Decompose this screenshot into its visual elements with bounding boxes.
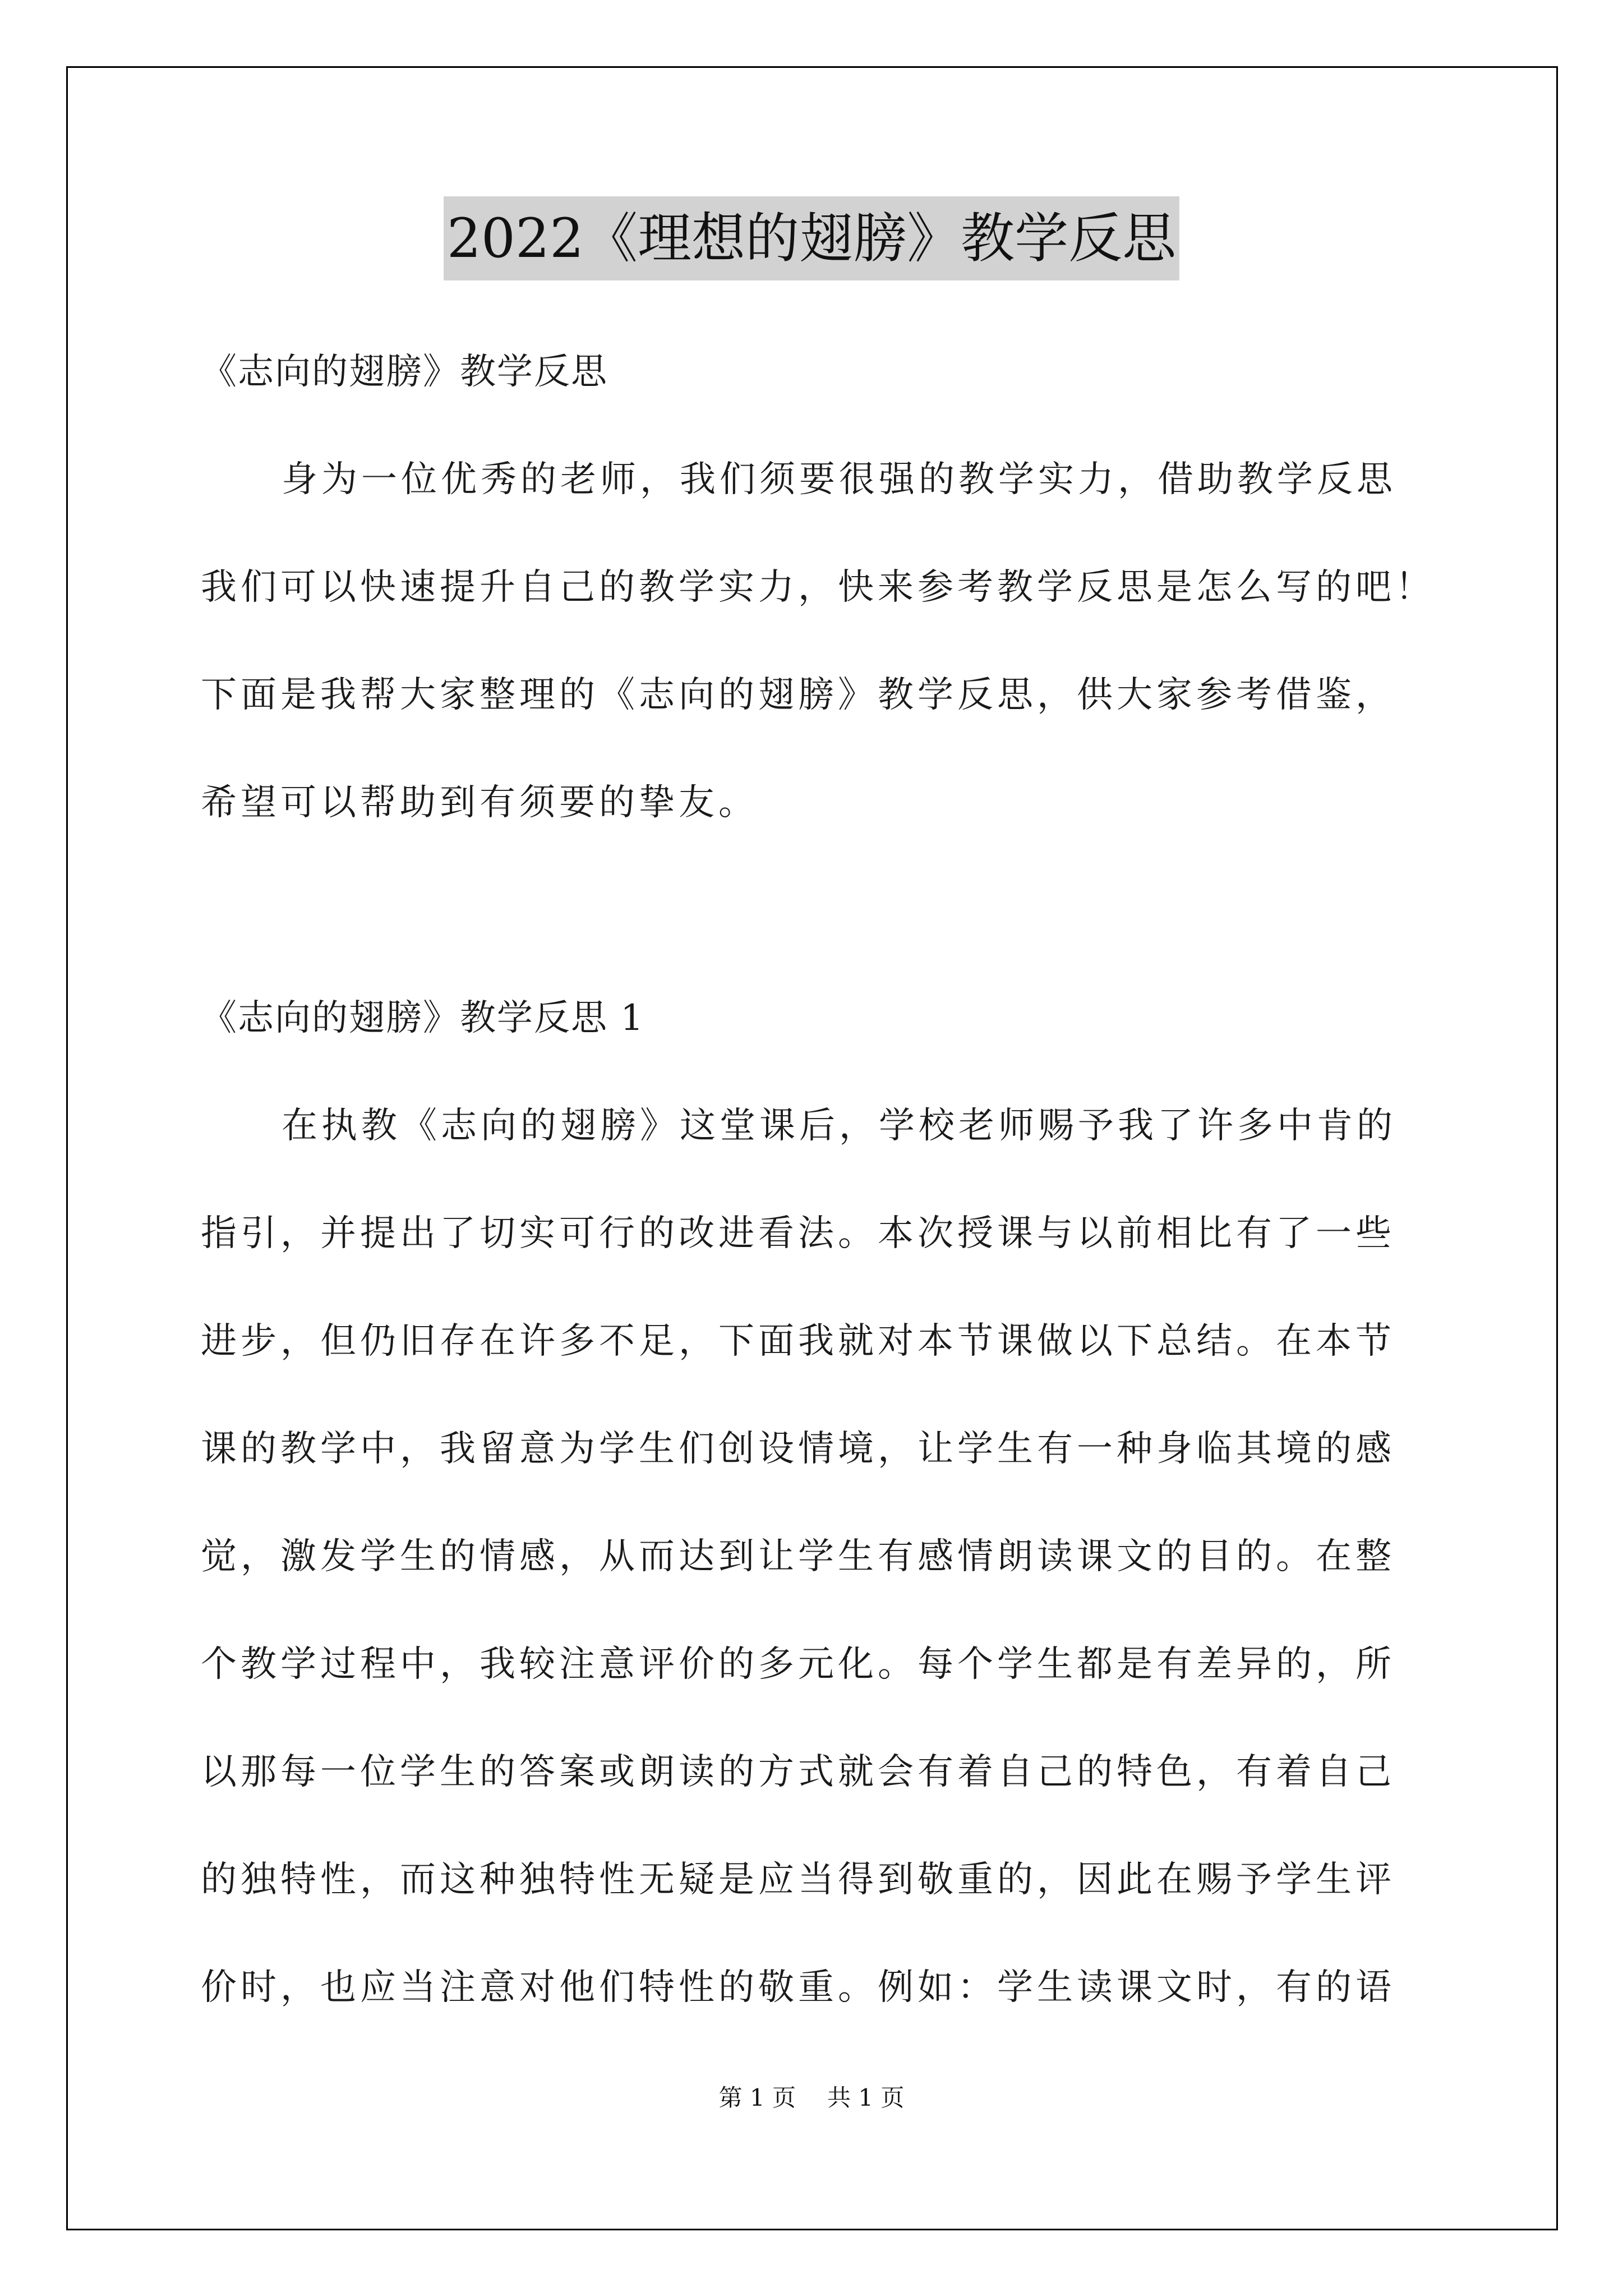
paragraph-line: 身为一位优秀的老师，我们须要很强的教学实力，借助教学反思	[282, 459, 1396, 500]
intro-heading: 《志向的翅膀》教学反思	[201, 351, 608, 393]
paragraph-line: 个教学过程中，我较注意评价的多元化。每个学生都是有差异的，所	[201, 1644, 1395, 1685]
intro-paragraph	[201, 453, 1435, 830]
section-heading: 《志向的翅膀》教学反思 1	[201, 997, 645, 1039]
paragraph-line: 以那每一位学生的答案或朗读的方式就会有着自己的特色，有着自己	[201, 1751, 1395, 1793]
paragraph-line: 的独特性，而这种独特性无疑是应当得到敬重的，因此在赐予学生评	[201, 1859, 1395, 1901]
paragraph-line: 觉，激发学生的情感，从而达到让学生有感情朗读课文的目的。在整	[201, 1536, 1395, 1577]
title-container	[0, 196, 1623, 280]
paragraph-line: 指引，并提出了切实可行的改进看法。本次授课与以前相比有了一些	[201, 1213, 1395, 1254]
document-title: 2022《理想的翅膀》教学反思	[444, 196, 1179, 280]
paragraph-line: 希望可以帮助到有须要的挚友。	[201, 782, 758, 823]
page-total: 共 1 页	[827, 2084, 905, 2111]
page-footer	[0, 2081, 1623, 2115]
page-number: 第 1 页	[718, 2084, 796, 2111]
paragraph-line: 课的教学中，我留意为学生们创设情境，让学生有一种身临其境的感	[201, 1428, 1395, 1470]
paragraph-line: 我们可以快速提升自己的教学实力，快来参考教学反思是怎么写的吧！	[201, 567, 1435, 608]
document-body	[201, 314, 1435, 2014]
paragraph-line: 进步，但仍旧存在许多不足，下面我就对本节课做以下总结。在本节	[201, 1320, 1395, 1362]
section-paragraph	[201, 1099, 1435, 2014]
paragraph-line: 在执教《志向的翅膀》这堂课后，学校老师赐予我了许多中肯的	[282, 1105, 1396, 1147]
paragraph-line: 价时，也应当注意对他们特性的敬重。例如：学生读课文时，有的语	[201, 1967, 1395, 2008]
paragraph-line: 下面是我帮大家整理的《志向的翅膀》教学反思，供大家参考借鉴，	[201, 674, 1395, 716]
